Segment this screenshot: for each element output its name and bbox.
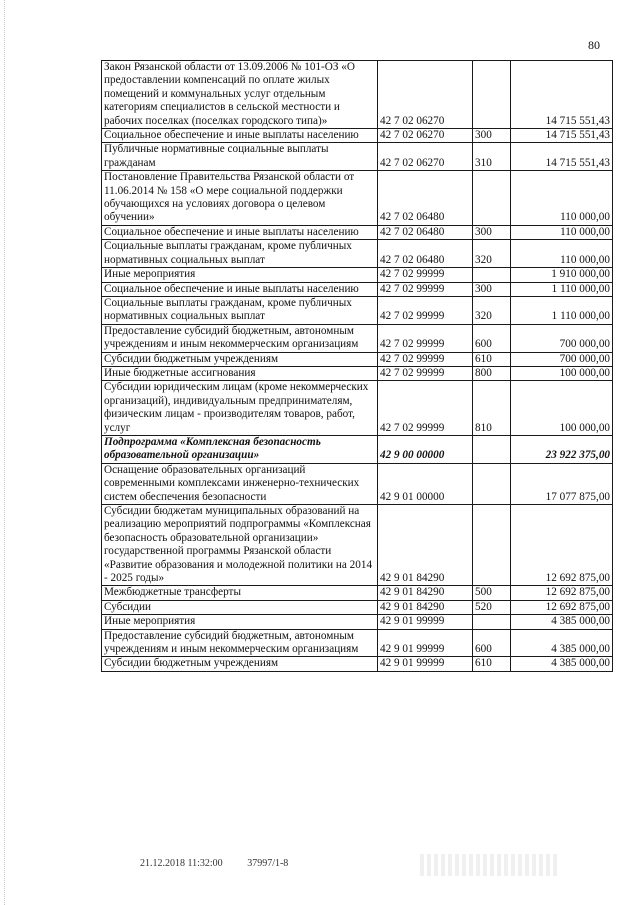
row-description: Предоставление субсидий бюджетным, автономным учреждениям и иным некоммерческим организациям [102, 324, 378, 352]
row-target-code: 42 7 02 99999 [378, 268, 473, 282]
row-amount: 23 922 375,00 [511, 435, 613, 463]
row-expense-type: 310 [473, 143, 511, 171]
table-row [102, 225, 613, 239]
row-description: Социальные выплаты гражданам, кроме публичных нормативных социальных выплат [102, 240, 378, 268]
footer-stamp [140, 858, 310, 869]
row-expense-type: 600 [473, 629, 511, 657]
table-row [102, 324, 613, 352]
row-expense-type: 320 [473, 240, 511, 268]
row-description: Субсидии юридическим лицам (кроме некоммерческих организаций), индивидуальным предпринимателям, физическим лицам - производителям товаров, работ, услуг [102, 381, 378, 436]
row-target-code: 42 9 00 00000 [378, 435, 473, 463]
document-id: 37997/1-8 [247, 858, 289, 869]
row-description: Предоставление субсидий бюджетным, автономным учреждениям и иным некоммерческим организациям [102, 629, 378, 657]
row-amount: 700 000,00 [511, 352, 613, 366]
footer-smudge [420, 854, 560, 876]
row-expense-type: 300 [473, 129, 511, 143]
row-description: Закон Рязанской области от 13.09.2006 № 101-ОЗ «О предоставлении компенсаций по оплате жилых помещений и коммунальных услуг отдельным категориям специалистов в сельской местности и рабочих поселках (поселках городского типа)» [102, 61, 378, 129]
row-expense-type: 300 [473, 282, 511, 296]
row-target-code: 42 7 02 06480 [378, 171, 473, 226]
row-amount: 12 692 875,00 [511, 600, 613, 614]
row-target-code: 42 7 02 06270 [378, 61, 473, 129]
table-row [102, 171, 613, 226]
table-row [102, 240, 613, 268]
page-number: 80 [588, 38, 600, 52]
row-amount: 4 385 000,00 [511, 657, 613, 671]
row-expense-type [473, 505, 511, 586]
row-description: Подпрограмма «Комплексная безопасность образовательной организации» [102, 435, 378, 463]
row-amount: 100 000,00 [511, 366, 613, 380]
table-row [102, 463, 613, 504]
budget-table-body [102, 61, 613, 672]
table-row [102, 586, 613, 600]
row-expense-type [473, 463, 511, 504]
row-amount: 14 715 551,43 [511, 61, 613, 129]
row-target-code: 42 7 02 06480 [378, 240, 473, 268]
row-amount: 17 077 875,00 [511, 463, 613, 504]
row-target-code: 42 7 02 99999 [378, 381, 473, 436]
row-expense-type: 810 [473, 381, 511, 436]
row-expense-type: 610 [473, 657, 511, 671]
row-target-code: 42 9 01 99999 [378, 629, 473, 657]
row-expense-type: 500 [473, 586, 511, 600]
row-description: Иные мероприятия [102, 615, 378, 629]
row-amount: 700 000,00 [511, 324, 613, 352]
table-row [102, 61, 613, 129]
row-description: Иные бюджетные ассигнования [102, 366, 378, 380]
row-expense-type [473, 435, 511, 463]
row-target-code: 42 9 01 99999 [378, 657, 473, 671]
row-description: Социальные выплаты гражданам, кроме публичных нормативных социальных выплат [102, 296, 378, 324]
row-target-code: 42 7 02 99999 [378, 296, 473, 324]
row-amount: 4 385 000,00 [511, 629, 613, 657]
row-description: Субсидии бюджетам муниципальных образований на реализацию мероприятий подпрограммы «Комплексная безопасность образовательной организации» государственной программы Рязанской области «Развитие образования и молодежной политики на 2014 - 2025 годы» [102, 505, 378, 586]
row-target-code: 42 7 02 06480 [378, 225, 473, 239]
row-amount: 14 715 551,43 [511, 143, 613, 171]
row-expense-type [473, 171, 511, 226]
row-target-code: 42 7 02 06270 [378, 129, 473, 143]
binding-edge [0, 0, 5, 905]
row-target-code: 42 9 01 84290 [378, 600, 473, 614]
row-expense-type: 520 [473, 600, 511, 614]
table-row [102, 505, 613, 586]
table-row [102, 366, 613, 380]
row-amount: 110 000,00 [511, 171, 613, 226]
row-target-code: 42 7 02 99999 [378, 366, 473, 380]
row-description: Социальное обеспечение и иные выплаты населению [102, 225, 378, 239]
row-expense-type [473, 615, 511, 629]
row-description: Социальное обеспечение и иные выплаты населению [102, 282, 378, 296]
row-description: Межбюджетные трансферты [102, 586, 378, 600]
row-description: Субсидии бюджетным учреждениям [102, 352, 378, 366]
row-target-code: 42 7 02 99999 [378, 324, 473, 352]
row-amount: 1 110 000,00 [511, 282, 613, 296]
row-target-code: 42 9 01 00000 [378, 463, 473, 504]
row-target-code: 42 9 01 84290 [378, 505, 473, 586]
row-expense-type: 300 [473, 225, 511, 239]
table-row [102, 629, 613, 657]
row-description: Субсидии [102, 600, 378, 614]
table-row [102, 657, 613, 671]
print-timestamp: 21.12.2018 11:32:00 [140, 858, 223, 869]
table-row [102, 435, 613, 463]
row-expense-type [473, 268, 511, 282]
row-expense-type: 600 [473, 324, 511, 352]
row-amount: 1 910 000,00 [511, 268, 613, 282]
row-amount: 110 000,00 [511, 240, 613, 268]
row-expense-type: 610 [473, 352, 511, 366]
table-row [102, 282, 613, 296]
row-amount: 100 000,00 [511, 381, 613, 436]
row-amount: 4 385 000,00 [511, 615, 613, 629]
row-target-code: 42 9 01 84290 [378, 586, 473, 600]
row-amount: 1 110 000,00 [511, 296, 613, 324]
row-target-code: 42 7 02 99999 [378, 282, 473, 296]
row-description: Иные мероприятия [102, 268, 378, 282]
budget-table [101, 60, 613, 672]
row-description: Постановление Правительства Рязанской области от 11.06.2014 № 158 «О мере социальной поддержки обучающихся на условиях договора о целевом обучении» [102, 171, 378, 226]
row-amount: 12 692 875,00 [511, 586, 613, 600]
table-row [102, 268, 613, 282]
table-row [102, 381, 613, 436]
row-expense-type: 320 [473, 296, 511, 324]
table-row [102, 615, 613, 629]
row-amount: 12 692 875,00 [511, 505, 613, 586]
table-row [102, 600, 613, 614]
table-row [102, 129, 613, 143]
row-description: Социальное обеспечение и иные выплаты населению [102, 129, 378, 143]
row-description: Публичные нормативные социальные выплаты гражданам [102, 143, 378, 171]
table-row [102, 352, 613, 366]
table-row [102, 296, 613, 324]
row-target-code: 42 7 02 06270 [378, 143, 473, 171]
row-description: Субсидии бюджетным учреждениям [102, 657, 378, 671]
row-target-code: 42 7 02 99999 [378, 352, 473, 366]
row-description: Оснащение образовательных организаций современными комплексами инженерно-технических систем обеспечения безопасности [102, 463, 378, 504]
row-expense-type: 800 [473, 366, 511, 380]
row-target-code: 42 9 01 99999 [378, 615, 473, 629]
row-amount: 14 715 551,43 [511, 129, 613, 143]
table-row [102, 143, 613, 171]
row-amount: 110 000,00 [511, 225, 613, 239]
row-expense-type [473, 61, 511, 129]
